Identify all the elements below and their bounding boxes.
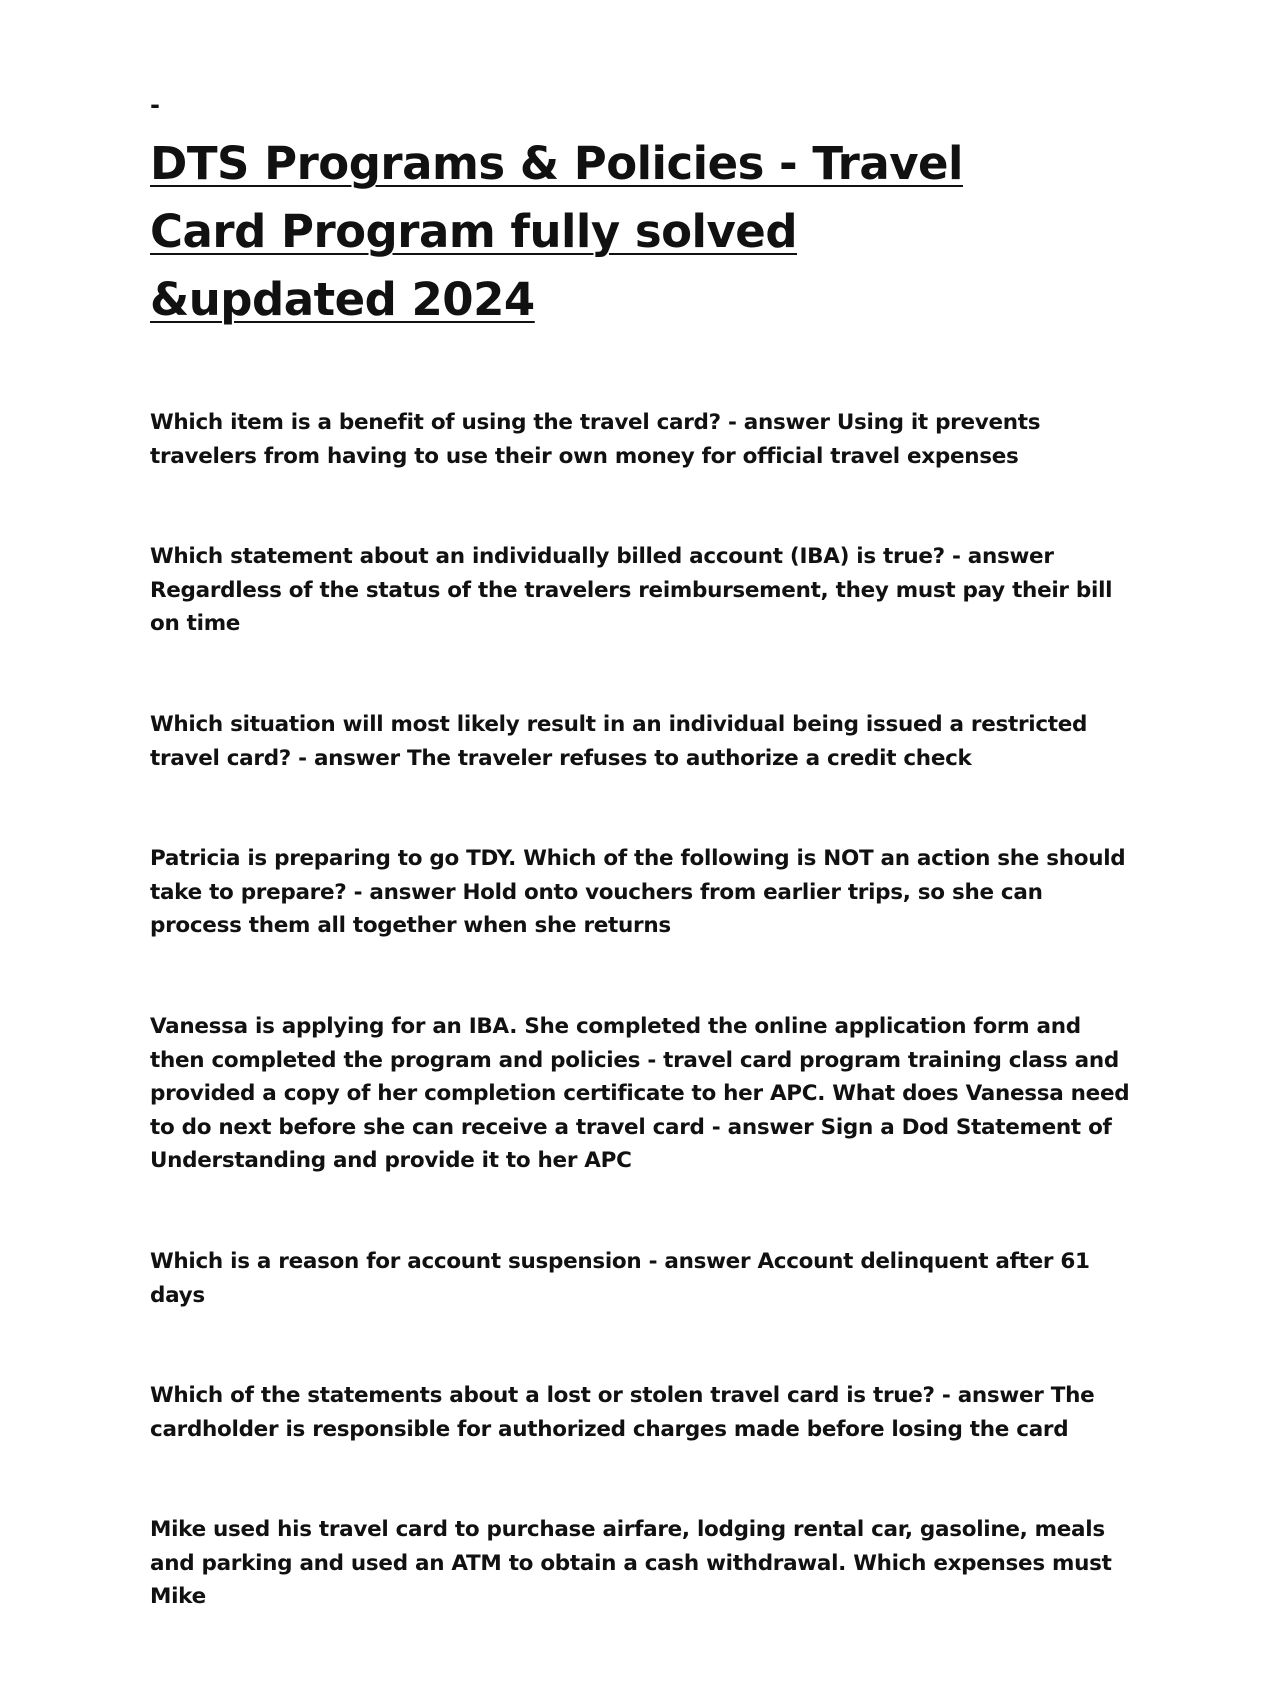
qa-item: Which statement about an individually billed account (IBA) is true? - answer Regardless of the status of the travelers reimbursement, they must pay their bill on time [150,544,1113,637]
qa-item: Which is a reason for account suspension - answer Account delinquent after 61 days [150,1248,1090,1308]
document-title: DTS Programs & Policies - Travel Card Program fully solved &updated 2024 [150,137,963,326]
qa-item: Which situation will most likely result in an individual being issued a restricted travel card? - answer The traveler refuses to authorize a credit check [150,711,1088,771]
qa-item: Which of the statements about a lost or stolen travel card is true? - answer The cardholder is responsible for authorized charges made before losing the card [150,1383,1095,1442]
qa-item: Which item is a benefit of using the travel card? - answer Using it prevents travelers from having to use their own money for official travel expenses [150,410,1041,469]
qa-item: Patricia is preparing to go TDY. Which of the following is NOT an action she should take to prepare? - answer Hold onto vouchers from earlier trips, so she can process them all together when she returns [150,846,1126,939]
qa-list [150,406,1140,1614]
qa-item: Mike used his travel card to purchase airfare, lodging rental car, gasoline, meals and parking and used an ATM to obtain a cash withdrawal. Which expenses must Mike [150,1517,1112,1610]
document-page [150,90,1140,1681]
qa-item: Vanessa is applying for an IBA. She completed the online application form and then completed the program and policies - travel card program training class and provided a copy of her completion certificate to her APC. What does Vanessa need to do next before she can receive a travel card - answer Sign a Dod Statement of Understanding and provide it to her APC [150,1013,1130,1174]
leading-dash: - [150,91,160,119]
